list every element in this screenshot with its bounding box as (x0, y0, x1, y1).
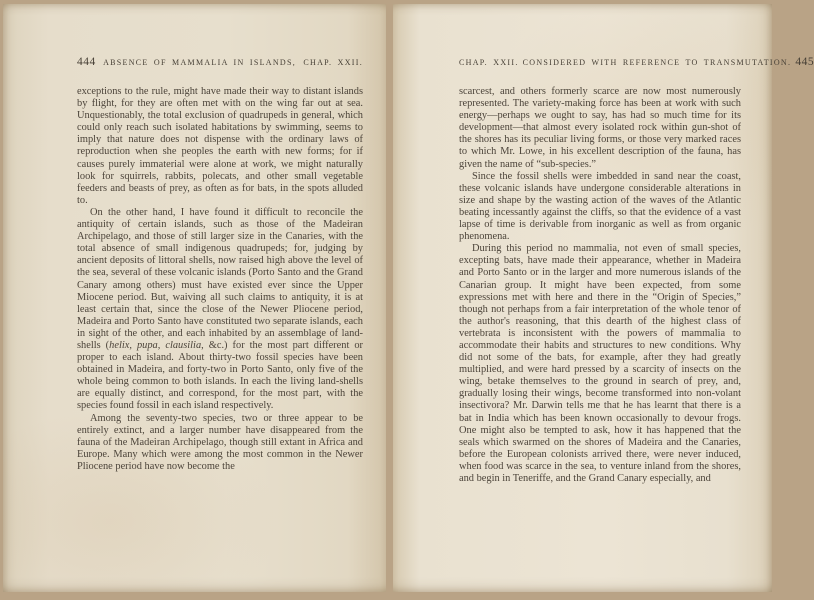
paragraph (77, 207, 363, 413)
page-body-left (77, 86, 363, 473)
running-head-left (77, 56, 363, 68)
running-head-right (459, 56, 814, 68)
paragraph-text: On the other hand, I have found it difficult to reconcile the antiquity of certain islands, such as those of the Madeiran Archipelago, and those of still larger size in the Canaries, with the total absence of small indigenous quadrupeds; for, judging by ancient deposits of littoral shells, now raised high above the level of the sea, several of these volcanic islands (Porto Santo and the Grand Canary among others) must have existed ever since the Upper Miocene period. But, waiving all such claims to antiquity, it is at least certain that, since the close of the Newer Pliocene period, Madeira and Porto Santo have constituted two separate islands, each in sight of the other, and each inhabited by an assemblage of land-shells ( (77, 206, 363, 351)
paragraph: During this period no mammalia, not even of small species, excepting bats, have made their appearance, whether in Madeira and Porto Santo or in the larger and more numerous islands of the Canarian group. It might have been expected, from some expressions met with here and there in the “Origin of Species,” though not perhaps from a fair interpretation of the whole tenor of the author's reasoning, that this dearth of the highest class of vertebrata is inconsistent with the powers of mammalia to accommodate their habits and structures to new conditions. Why did not some of the bats, for example, after they had greatly multiplied, and were hard pressed by a scarcity of insects on the wing, betake themselves to the ground in search of prey, and, gradually losing their wings, become transformed into non-volant insectivora? Mr. Darwin tells me that he has learnt that there is a bat in India which has been known occasionally to devour frogs. One might also be tempted to ask, how it has happened that the seals which swarmed on the shores of Madeira and the Canaries, before the European colonists arrived there, were never induced, when food was scarce in the sea, to venture inland from the shores, and begin in Teneriffe, and the Grand Canary especially, and (459, 243, 741, 484)
book-page-right (393, 4, 814, 592)
running-title-left: ABSENCE OF MAMMALIA IN ISLANDS, (103, 58, 297, 67)
paragraph: scarcest, and others formerly scarce are now most numerously represented. The variety-making force has been at work with such energy—perhaps we ought to say, has had so much time for its development—that almost every isolated rock within gun-shot of the shores has its peculiar living forms, or those very marked races to which Mr. Lowe, in his excellent description of the fauna, has given the name of “sub-species.” (459, 86, 741, 170)
page-number-left: 444 (77, 56, 96, 68)
paragraph-text: , &c.) for the most part different or proper to each island. About thirty-two fossil species have been obtained in Madeira, and forty-two in Porto Santo, only five of the whole being common to both islands. In each the living land-shells are equally distinct, and correspond, for the most part, with the species found fossil in each island respectively. (77, 339, 364, 412)
book-page-left (3, 4, 386, 592)
running-title-right: CONSIDERED WITH REFERENCE TO TRANSMUTATION. (522, 58, 792, 67)
page-body-right (459, 86, 741, 485)
paragraph: Since the fossil shells were imbedded in sand near the coast, these volcanic islands have undergone considerable alterations in size and shape by the wasting action of the waves of the Atlantic beating incessantly against the cliffs, so that the evidence of a vast lapse of time is derivable from inorganic as well as from organic phenomena. (459, 170, 741, 243)
paragraph: Among the seventy-two species, two or three appear to be entirely extinct, and a larger number have disappeared from the fauna of the Madeiran Archipelago, though still extant in Africa and Europe. Many which were among the most common in the Newer Pliocene period have now become the (77, 412, 363, 472)
page-number-right: 445 (795, 56, 814, 68)
paragraph: exceptions to the rule, might have made their way to distant islands by flight, for they are often met with on the wing far out at sea. Unquestionably, the total exclusion of quadrupeds in general, which could only reach such isolated habitations by swimming, seems to imply that nature does not dispense with the ordinary laws of reproduction when she peoples the earth with new forms; for if causes purely immaterial were alone at work, we might naturally look for squirrels, rabbits, polecats, and other small vegetable feeders and beasts of prey, as often as for bats, in the spots alluded to. (77, 86, 363, 206)
species-names-italic: helix, pupa, clausilia (109, 339, 202, 351)
chapter-label-right: CHAP. XXII. (459, 58, 519, 67)
chapter-label-left: CHAP. XXII. (303, 58, 363, 67)
